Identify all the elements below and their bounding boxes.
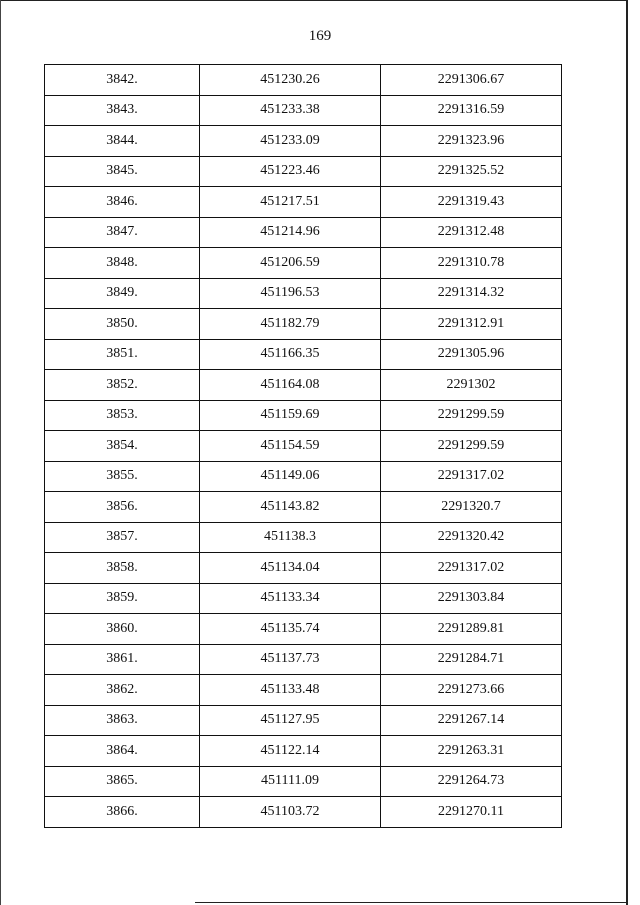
point-number-cell: 3844. bbox=[45, 126, 200, 157]
y-coordinate-cell: 2291316.59 bbox=[381, 95, 562, 126]
point-number-cell: 3854. bbox=[45, 431, 200, 462]
table-row bbox=[45, 614, 562, 645]
x-coordinate-cell: 451233.38 bbox=[200, 95, 381, 126]
y-coordinate-cell: 2291325.52 bbox=[381, 156, 562, 187]
y-coordinate-cell: 2291320.7 bbox=[381, 492, 562, 523]
y-coordinate-cell: 2291314.32 bbox=[381, 278, 562, 309]
table-row bbox=[45, 522, 562, 553]
point-number-cell: 3862. bbox=[45, 675, 200, 706]
table-row bbox=[45, 492, 562, 523]
table-row bbox=[45, 65, 562, 96]
point-number-cell: 3849. bbox=[45, 278, 200, 309]
point-number-cell: 3861. bbox=[45, 644, 200, 675]
y-coordinate-cell: 2291267.14 bbox=[381, 705, 562, 736]
page-edge-right bbox=[626, 0, 628, 905]
y-coordinate-cell: 2291320.42 bbox=[381, 522, 562, 553]
x-coordinate-cell: 451138.3 bbox=[200, 522, 381, 553]
x-coordinate-cell: 451122.14 bbox=[200, 736, 381, 767]
y-coordinate-cell: 2291305.96 bbox=[381, 339, 562, 370]
y-coordinate-cell: 2291289.81 bbox=[381, 614, 562, 645]
x-coordinate-cell: 451214.96 bbox=[200, 217, 381, 248]
x-coordinate-cell: 451143.82 bbox=[200, 492, 381, 523]
table-row bbox=[45, 400, 562, 431]
x-coordinate-cell: 451103.72 bbox=[200, 797, 381, 828]
table-row bbox=[45, 766, 562, 797]
x-coordinate-cell: 451154.59 bbox=[200, 431, 381, 462]
y-coordinate-cell: 2291284.71 bbox=[381, 644, 562, 675]
table-row bbox=[45, 644, 562, 675]
y-coordinate-cell: 2291312.48 bbox=[381, 217, 562, 248]
y-coordinate-cell: 2291263.31 bbox=[381, 736, 562, 767]
point-number-cell: 3866. bbox=[45, 797, 200, 828]
table-row bbox=[45, 461, 562, 492]
x-coordinate-cell: 451111.09 bbox=[200, 766, 381, 797]
x-coordinate-cell: 451137.73 bbox=[200, 644, 381, 675]
point-number-cell: 3853. bbox=[45, 400, 200, 431]
table-row bbox=[45, 705, 562, 736]
point-number-cell: 3860. bbox=[45, 614, 200, 645]
y-coordinate-cell: 2291273.66 bbox=[381, 675, 562, 706]
y-coordinate-cell: 2291317.02 bbox=[381, 553, 562, 584]
table-row bbox=[45, 126, 562, 157]
y-coordinate-cell: 2291312.91 bbox=[381, 309, 562, 340]
y-coordinate-cell: 2291306.67 bbox=[381, 65, 562, 96]
point-number-cell: 3864. bbox=[45, 736, 200, 767]
table-row bbox=[45, 553, 562, 584]
point-number-cell: 3851. bbox=[45, 339, 200, 370]
y-coordinate-cell: 2291317.02 bbox=[381, 461, 562, 492]
table-row bbox=[45, 339, 562, 370]
table-row bbox=[45, 217, 562, 248]
x-coordinate-cell: 451196.53 bbox=[200, 278, 381, 309]
y-coordinate-cell: 2291319.43 bbox=[381, 187, 562, 218]
point-number-cell: 3848. bbox=[45, 248, 200, 279]
x-coordinate-cell: 451127.95 bbox=[200, 705, 381, 736]
table-row bbox=[45, 248, 562, 279]
x-coordinate-cell: 451159.69 bbox=[200, 400, 381, 431]
page-edge-left bbox=[0, 0, 1, 905]
point-number-cell: 3856. bbox=[45, 492, 200, 523]
table-row bbox=[45, 156, 562, 187]
page-edge-bottom bbox=[195, 902, 626, 903]
x-coordinate-cell: 451217.51 bbox=[200, 187, 381, 218]
page-number: 169 bbox=[308, 28, 332, 44]
x-coordinate-cell: 451133.48 bbox=[200, 675, 381, 706]
table-row bbox=[45, 95, 562, 126]
x-coordinate-cell: 451223.46 bbox=[200, 156, 381, 187]
point-number-cell: 3865. bbox=[45, 766, 200, 797]
y-coordinate-cell: 2291299.59 bbox=[381, 400, 562, 431]
table-row bbox=[45, 797, 562, 828]
table-row bbox=[45, 187, 562, 218]
point-number-cell: 3843. bbox=[45, 95, 200, 126]
table-row bbox=[45, 675, 562, 706]
point-number-cell: 3858. bbox=[45, 553, 200, 584]
point-number-cell: 3863. bbox=[45, 705, 200, 736]
page-edge-top bbox=[0, 0, 626, 1]
y-coordinate-cell: 2291302 bbox=[381, 370, 562, 401]
point-number-cell: 3847. bbox=[45, 217, 200, 248]
table-row bbox=[45, 583, 562, 614]
x-coordinate-cell: 451182.79 bbox=[200, 309, 381, 340]
table-row bbox=[45, 431, 562, 462]
table-row bbox=[45, 736, 562, 767]
point-number-cell: 3846. bbox=[45, 187, 200, 218]
coordinates-table-body bbox=[45, 65, 562, 828]
y-coordinate-cell: 2291310.78 bbox=[381, 248, 562, 279]
table-row bbox=[45, 370, 562, 401]
coordinates-table bbox=[44, 64, 562, 828]
y-coordinate-cell: 2291303.84 bbox=[381, 583, 562, 614]
y-coordinate-cell: 2291270.11 bbox=[381, 797, 562, 828]
x-coordinate-cell: 451230.26 bbox=[200, 65, 381, 96]
table-row bbox=[45, 309, 562, 340]
point-number-cell: 3845. bbox=[45, 156, 200, 187]
table-row bbox=[45, 278, 562, 309]
x-coordinate-cell: 451133.34 bbox=[200, 583, 381, 614]
point-number-cell: 3852. bbox=[45, 370, 200, 401]
y-coordinate-cell: 2291264.73 bbox=[381, 766, 562, 797]
x-coordinate-cell: 451166.35 bbox=[200, 339, 381, 370]
point-number-cell: 3850. bbox=[45, 309, 200, 340]
point-number-cell: 3857. bbox=[45, 522, 200, 553]
x-coordinate-cell: 451134.04 bbox=[200, 553, 381, 584]
x-coordinate-cell: 451135.74 bbox=[200, 614, 381, 645]
point-number-cell: 3859. bbox=[45, 583, 200, 614]
x-coordinate-cell: 451149.06 bbox=[200, 461, 381, 492]
y-coordinate-cell: 2291323.96 bbox=[381, 126, 562, 157]
point-number-cell: 3842. bbox=[45, 65, 200, 96]
point-number-cell: 3855. bbox=[45, 461, 200, 492]
x-coordinate-cell: 451164.08 bbox=[200, 370, 381, 401]
y-coordinate-cell: 2291299.59 bbox=[381, 431, 562, 462]
x-coordinate-cell: 451206.59 bbox=[200, 248, 381, 279]
x-coordinate-cell: 451233.09 bbox=[200, 126, 381, 157]
